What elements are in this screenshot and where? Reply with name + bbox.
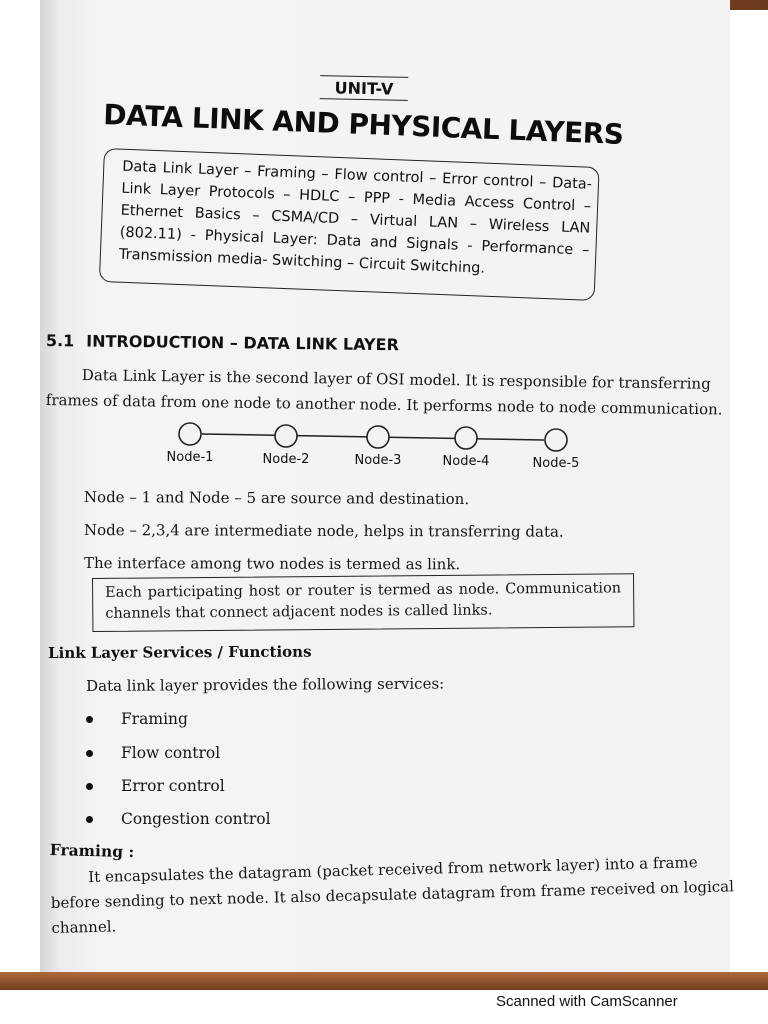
list-item-label: Framing — [121, 710, 188, 728]
node-chain-svg — [150, 418, 590, 478]
syllabus-text: Data Link Layer – Framing – Flow control – Error control – Data-Link Layer Protocols – HDLC – PPP - Media Access Control – Ethernet Basics – CSMA/CD – Virtual LAN – Wireless LAN (802.11) - Physical Layer: Data and Signals - Performance – Transmission media- Switching – Circuit Switching. — [118, 158, 593, 277]
scanner-watermark: Scanned with CamScanner — [496, 993, 678, 1010]
node-label: Node-1 — [166, 450, 214, 465]
list-item-label: Flow control — [121, 744, 221, 762]
framing-paragraph — [50, 850, 735, 941]
services-intro: Data link layer provides the following services: — [86, 674, 445, 695]
syllabus-box — [99, 148, 600, 301]
chapter-title: DATA LINK AND PHYSICAL LAYERS — [102, 98, 625, 151]
framing-line-1: It encapsulates the datagram (packet received from network layer) into a frame — [88, 853, 698, 887]
definition-text: Each participating host or router is termed as node. Communication channels that connect adjacent nodes is called links. — [105, 580, 622, 622]
node-label: Node-3 — [354, 453, 402, 468]
node-circle — [275, 425, 297, 447]
node-label: Node-5 — [532, 456, 580, 471]
bullet-icon — [86, 816, 93, 823]
node-circle — [367, 426, 389, 448]
intro-line-2: frames of data from one node to another node. It performs node to node communication. — [45, 391, 723, 419]
section-number: 5.1 — [45, 331, 75, 351]
bullet-icon — [86, 716, 93, 723]
framing-line-3: channel. — [51, 917, 117, 937]
unit-label: UNIT-V — [320, 75, 408, 101]
background-surface-bottom — [0, 972, 768, 992]
node-circle — [455, 427, 477, 449]
definition-box — [92, 573, 634, 632]
bullet-icon — [86, 750, 93, 757]
node-label: Node-2 — [262, 452, 310, 467]
section-title: INTRODUCTION – DATA LINK LAYER — [86, 331, 399, 355]
intro-line-1: Data Link Layer is the second layer of OSI model. It is responsible for transferring — [81, 366, 711, 393]
bullet-icon — [86, 783, 93, 790]
services-heading: Link Layer Services / Functions — [48, 642, 312, 662]
node-circle — [179, 423, 201, 445]
node-circle — [545, 429, 567, 451]
node-chain-diagram — [150, 418, 590, 478]
list-item-label: Error control — [121, 777, 225, 795]
statement-intermediate: Node – 2,3,4 are intermediate node, helps in transferring data. — [83, 521, 564, 541]
list-item-label: Congestion control — [121, 810, 271, 828]
framing-heading: Framing : — [49, 840, 135, 862]
node-label: Node-4 — [442, 454, 490, 469]
statement-source-destination: Node – 1 and Node – 5 are source and destination. — [83, 488, 470, 509]
framing-line-2: before sending to next node. It also decapsulate datagram from frame received on logical — [50, 877, 735, 912]
statement-link: The interface among two nodes is termed as link. — [83, 554, 461, 574]
